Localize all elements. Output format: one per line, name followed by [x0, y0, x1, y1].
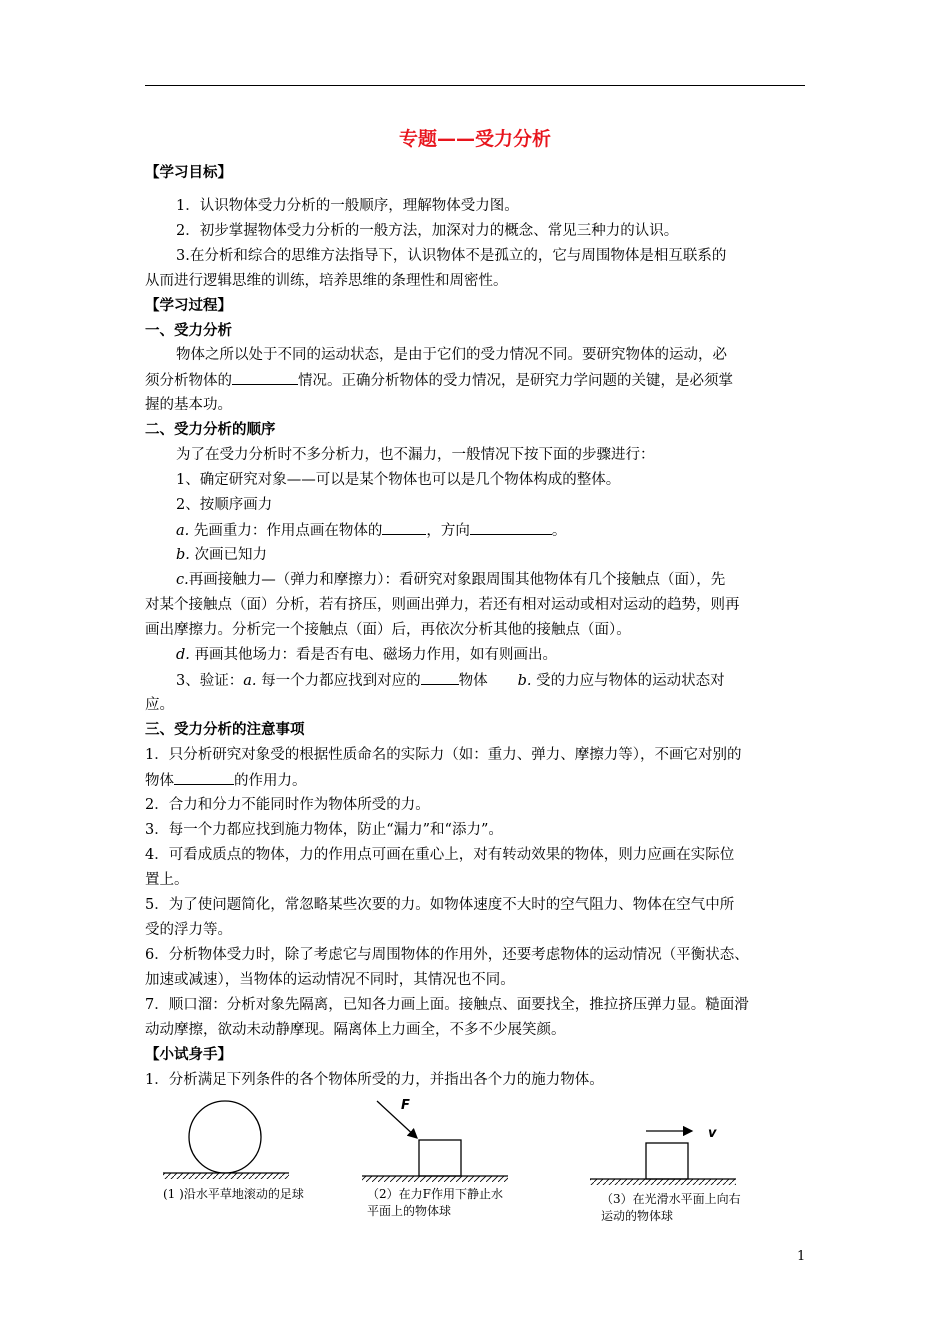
part1-heading: 一、受力分析 [145, 323, 232, 339]
step3-a-text: 每一个力都应找到对应的 [256, 673, 421, 689]
section-heading-process: 【学习过程】 [145, 298, 232, 314]
figure-2-block-with-force [362, 1101, 508, 1182]
part2-step2: 2、按顺序画力 [176, 497, 273, 513]
figure-3-caption-line1: （3）在光滑水平面上向右 [601, 1192, 741, 1206]
part2-heading: 二、受力分析的顺序 [145, 422, 276, 438]
note-7-line2: 动动摩擦，欲动未动静摩现。隔离体上力画全，不多不少展笑颜。 [145, 1022, 566, 1038]
figure-2-caption-line2: 平面上的物体球 [367, 1204, 452, 1218]
step-c-label: c. [176, 572, 189, 588]
note-4-line1: 4．可看成质点的物体，力的作用点可画在重心上，对有转动效果的物体，则力应画在实际位 [145, 847, 735, 863]
block-shape [419, 1140, 461, 1176]
goal-item-1: 1．认识物体受力分析的一般顺序，理解物体受力图。 [176, 198, 519, 214]
part1-para-line3: 握的基本功。 [145, 397, 232, 413]
ground-hatch [362, 1176, 508, 1182]
figure-1-caption: (1 )沿水平草地滚动的足球 [163, 1187, 304, 1201]
force-arrow [377, 1101, 417, 1138]
note-5-line2: 受的浮力等。 [145, 922, 232, 938]
velocity-label-v: v [708, 1126, 717, 1141]
force-label-F: F [401, 1098, 410, 1113]
goal-item-3: 3.在分析和综合的思维方法指导下，认识物体不是孤立的，它与周围物体是相互联系的 [176, 248, 727, 264]
note-7-line1: 7．顺口溜：分析对象先隔离，已知各力画上面。接触点、面要找全，推拉挤压弹力显。糙面滑 [145, 997, 749, 1013]
figure-1-ball-on-grass [163, 1101, 289, 1179]
step-a-label: a. [176, 523, 190, 539]
note-5-line1: 5．为了使问题简化，常忽略某些次要的力。如物体速度不大时的空气阻力、物体在空气中所 [145, 897, 735, 913]
page-number: 1 [797, 1249, 806, 1264]
note-3: 3．每一个力都应找到施力物体，防止“漏力”和“添力”。 [145, 822, 503, 838]
step-a-mid: ，方向 [426, 523, 470, 539]
section-heading-goals: 【学习目标】 [145, 165, 232, 181]
note-1-post: 的作用力。 [234, 773, 307, 789]
section-heading-practice: 【小试身手】 [145, 1047, 232, 1063]
step-a-text: 先画重力：作用点画在物体的 [189, 523, 383, 539]
part3-heading: 三、受力分析的注意事项 [145, 722, 305, 738]
figure-2-caption-line1: （2）在力F作用下静止水 [367, 1187, 503, 1201]
note-2: 2．合力和分力不能同时作为物体所受的力。 [145, 797, 430, 813]
part2-intro: 为了在受力分析时不多分析力，也不漏力，一般情况下按下面的步骤进行： [176, 447, 655, 463]
step-b-label: b. [176, 547, 190, 563]
goal-item-3-cont: 从而进行逻辑思维的训练，培养思维的条理性和周密性。 [145, 273, 508, 289]
ground-hatch [590, 1179, 736, 1185]
part2-step-c-line2: 对某个接触点（面）分析，若有挤压，则画出弹力，若还有相对运动或相对运动的趋势，则再 [145, 597, 740, 613]
block-shape [646, 1143, 688, 1179]
note-1-pre: 物体 [145, 773, 174, 789]
figure-3-caption-line2: 运动的物体球 [601, 1209, 674, 1223]
step-a-end: 。 [551, 523, 567, 539]
part2-step3-end: 应。 [145, 697, 174, 713]
step-c-text: 再画接触力—（弹力和摩擦力）：看研究对象跟周围其他物体有几个接触点（面），先 [188, 572, 726, 588]
step3-b-text: 受的力应与物体的运动状态对 [531, 673, 725, 689]
note-4-line2: 置上。 [145, 872, 189, 888]
part1-text-pre: 须分析物体的 [145, 373, 232, 389]
step-d-label: d. [176, 647, 190, 663]
part1-text-post: 情况。正确分析物体的受力情况，是研究力学问题的关键，是必须掌 [298, 373, 733, 389]
step-d-text: 再画其他场力：看是否有电、磁场力作用，如有则画出。 [189, 647, 558, 663]
step3-a-label: a. [243, 673, 257, 689]
step-b-text: 次画已知力 [189, 547, 268, 563]
note-6-line2: 加速或减速），当物体的运动情况不同时，其情况也不同。 [145, 972, 515, 988]
page-title: 专题——受力分析 [398, 128, 551, 150]
goal-item-2: 2．初步掌握物体受力分析的一般方法，加深对力的概念、常见三种力的认识。 [176, 223, 679, 239]
part2-step1: 1、确定研究对象——可以是某个物体也可以是几个物体构成的整体。 [176, 472, 621, 488]
step3-b-label: b. [517, 673, 532, 689]
part1-para-line1: 物体之所以处于不同的运动状态，是由于它们的受力情况不同。要研究物体的运动，必 [176, 347, 727, 363]
note-1-line1: 1．只分析研究对象受的根据性质命名的实际力（如：重力、弹力、摩擦力等），不画它对别的 [145, 747, 742, 763]
part2-step-c-line3: 画出摩擦力。分析完一个接触点（面）后，再依次分析其他的接触点（面）。 [145, 622, 631, 638]
step3-text: 3、验证： [176, 673, 244, 689]
step3-a-post: 物体 [458, 673, 488, 689]
ground-hatch [163, 1173, 289, 1179]
ball-shape [189, 1101, 261, 1173]
note-6-line1: 6．分析物体受力时，除了考虑它与周围物体的作用外，还要考虑物体的运动情况（平衡状态、 [145, 947, 749, 963]
practice-question-1: 1．分析满足下列条件的各个物体所受的力，并指出各个力的施力物体。 [145, 1072, 604, 1088]
